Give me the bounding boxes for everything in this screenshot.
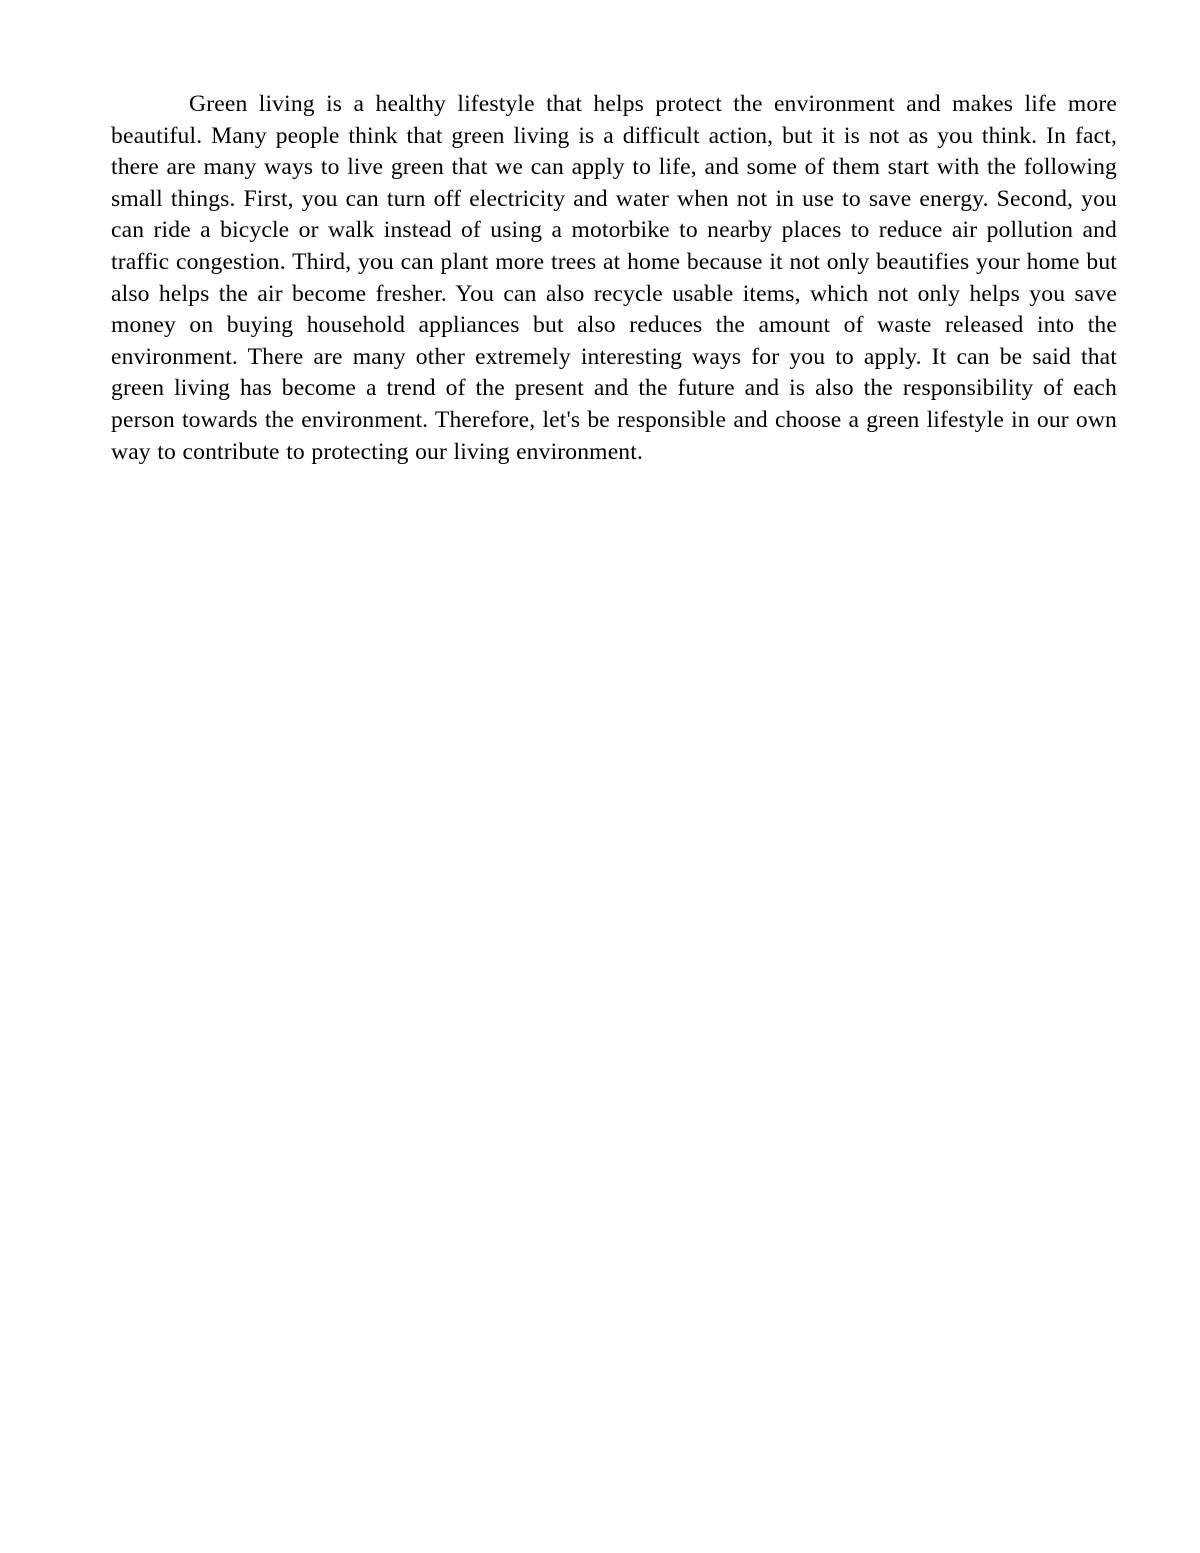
body-paragraph: Green living is a healthy lifestyle that helps protect the environment and makes life more beautiful. Many people think that green living is a difficult action, but it is not as you think. In fact, there are many ways to live green that we can apply to life, and some of them start with the following small things. First, you can turn off electricity and water when not in use to save energy. Second, you can ride a bicycle or walk instead of using a motorbike to nearby places to reduce air pollution and traffic congestion. Third, you can plant more trees at home because it not only beautifies your home but also helps the air become fresher. You can also recycle usable items, which not only helps you save money on buying household appliances but also reduces the amount of waste released into the environment. There are many other extremely interesting ways for you to apply. It can be said that green living has become a trend of the present and the future and is also the responsibility of each person towards the environment. Therefore, let's be responsible and choose a green lifestyle in our own way to contribute to protecting our living environment.: [111, 91, 1117, 465]
